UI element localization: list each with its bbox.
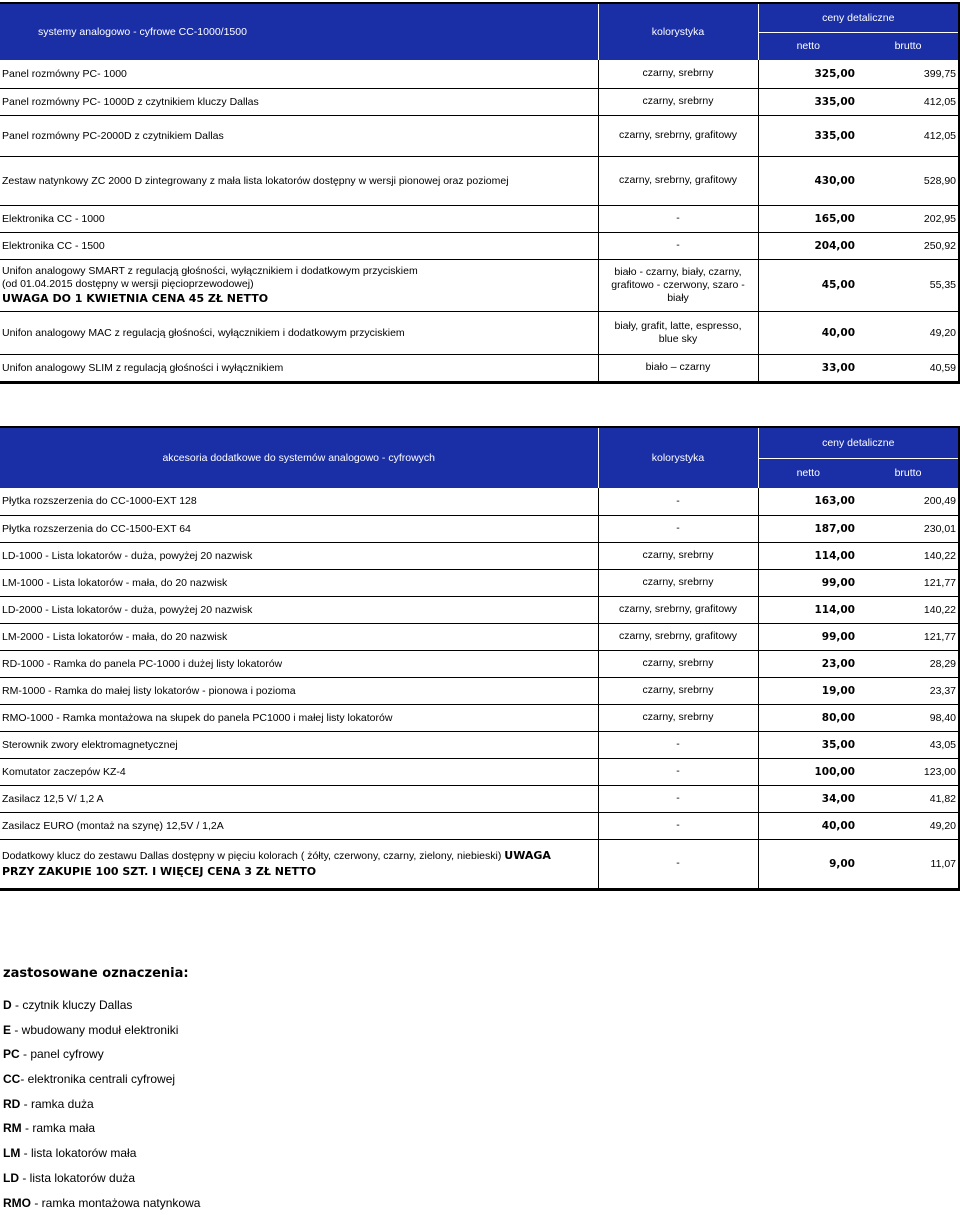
legend-title: zastosowane oznaczenia: (3, 966, 200, 981)
legend-item (3, 1067, 200, 1092)
price-netto: 100,00 (758, 758, 858, 785)
product-name: Unifon analogowy MAC z regulacją głośności, wyłącznikiem i dodatkowym przyciskiem (0, 311, 598, 354)
price-brutto: 202,95 (858, 205, 958, 232)
legend-text: - lista lokatorów duża (19, 1171, 135, 1185)
table-row (0, 785, 958, 812)
legend-code: LD (3, 1171, 19, 1185)
product-name: Panel rozmówny PC- 1000D z czytnikiem kluczy Dallas (0, 88, 598, 115)
legend-text: - ramka montażowa natynkowa (31, 1196, 200, 1210)
col-header-netto: netto (758, 458, 858, 488)
col-header-kolorystyka: kolorystyka (598, 428, 758, 488)
price-brutto: 140,22 (858, 596, 958, 623)
price-table-systems (0, 4, 958, 382)
price-brutto: 399,75 (858, 60, 958, 88)
price-netto: 45,00 (758, 259, 858, 311)
price-netto: 114,00 (758, 542, 858, 569)
product-name: LM-1000 - Lista lokatorów - mała, do 20 nazwisk (0, 569, 598, 596)
table-row (0, 731, 958, 758)
product-color: czarny, srebrny (598, 704, 758, 731)
table-row (0, 758, 958, 785)
product-name: Zestaw natynkowy ZC 2000 D zintegrowany z mała lista lokatorów dostępny w wersji pionowej oraz poziomej (0, 156, 598, 205)
product-name: Panel rozmówny PC- 1000 (0, 60, 598, 88)
table-row (0, 488, 958, 515)
table-row (0, 232, 958, 259)
product-color-line3: biały (601, 292, 756, 305)
legend-code: RMO (3, 1196, 31, 1210)
table-row (0, 812, 958, 839)
col-header-netto: netto (758, 32, 858, 60)
product-name: Płytka rozszerzenia do CC-1500-EXT 64 (0, 515, 598, 542)
col-header-brutto: brutto (858, 458, 958, 488)
product-name: Panel rozmówny PC-2000D z czytnikiem Dallas (0, 115, 598, 156)
legend-item (3, 1166, 200, 1191)
price-brutto: 55,35 (858, 259, 958, 311)
price-netto: 163,00 (758, 488, 858, 515)
product-name: Dodatkowy klucz do zestawu Dallas dostępny w pięciu kolorach ( żółty, czerwony, czarny, zielony, niebieski) (2, 850, 501, 862)
product-color-line2: blue sky (601, 333, 756, 346)
legend-text: - panel cyfrowy (20, 1047, 104, 1061)
product-name: RMO-1000 - Ramka montażowa na słupek do panela PC1000 i małej listy lokatorów (0, 704, 598, 731)
legend-item (3, 1191, 200, 1215)
product-color: czarny, srebrny (598, 569, 758, 596)
product-color: czarny, srebrny (598, 542, 758, 569)
product-name: LD-2000 - Lista lokatorów - duża, powyżej 20 nazwisk (0, 596, 598, 623)
table-row (0, 156, 958, 205)
price-netto: 335,00 (758, 88, 858, 115)
table-row (0, 354, 958, 381)
product-color: - (598, 758, 758, 785)
product-name: LM-2000 - Lista lokatorów - mała, do 20 nazwisk (0, 623, 598, 650)
price-brutto: 49,20 (858, 311, 958, 354)
product-name: Unifon analogowy SLIM z regulacją głośności i wyłącznikiem (0, 354, 598, 381)
legend-item (3, 1116, 200, 1141)
product-color: czarny, srebrny (598, 677, 758, 704)
table-row (0, 60, 958, 88)
product-color: biało – czarny (598, 354, 758, 381)
table-row (0, 569, 958, 596)
table-row (0, 677, 958, 704)
table-row (0, 115, 958, 156)
legend-code: PC (3, 1047, 20, 1061)
price-brutto: 121,77 (858, 623, 958, 650)
product-color: czarny, srebrny, grafitowy (598, 596, 758, 623)
price-netto: 34,00 (758, 785, 858, 812)
price-brutto: 40,59 (858, 354, 958, 381)
price-brutto: 412,05 (858, 115, 958, 156)
legend-item (3, 993, 200, 1018)
product-color: - (598, 205, 758, 232)
product-color: - (598, 839, 758, 888)
product-name: Sterownik zwory elektromagnetycznej (0, 731, 598, 758)
legend (3, 966, 200, 1215)
table-row (0, 88, 958, 115)
product-color: czarny, srebrny (598, 88, 758, 115)
legend-code: RD (3, 1097, 20, 1111)
product-name: Zasilacz EURO (montaż na szynę) 12,5V / 1,2A (0, 812, 598, 839)
product-color: czarny, srebrny, grafitowy (598, 115, 758, 156)
price-netto: 165,00 (758, 205, 858, 232)
legend-item (3, 1141, 200, 1166)
legend-code: CC (3, 1072, 20, 1086)
price-netto: 19,00 (758, 677, 858, 704)
price-notice-line2: PRZY ZAKUPIE 100 SZT. I WIĘCEJ CENA 3 ZŁ NETTO (2, 864, 596, 879)
product-name: Płytka rozszerzenia do CC-1000-EXT 128 (0, 488, 598, 515)
price-notice: UWAGA (504, 849, 551, 862)
price-netto: 35,00 (758, 731, 858, 758)
price-brutto: 28,29 (858, 650, 958, 677)
legend-text: - czytnik kluczy Dallas (12, 998, 133, 1012)
price-netto: 114,00 (758, 596, 858, 623)
product-name-extra: (od 01.04.2015 dostępny w wersji pięcioprzewodowej) (2, 278, 596, 292)
product-name: RD-1000 - Ramka do panela PC-1000 i dużej listy lokatorów (0, 650, 598, 677)
product-color: czarny, srebrny, grafitowy (598, 623, 758, 650)
price-netto: 204,00 (758, 232, 858, 259)
legend-item (3, 1018, 200, 1043)
table-row (0, 259, 958, 311)
legend-text: - elektronika centrali cyfrowej (20, 1072, 175, 1086)
table-row (0, 623, 958, 650)
col-header-brutto: brutto (858, 32, 958, 60)
table-row (0, 704, 958, 731)
table-row (0, 311, 958, 354)
table-header (0, 428, 958, 458)
legend-code: RM (3, 1121, 22, 1135)
legend-text: - ramka duża (20, 1097, 93, 1111)
table-row (0, 650, 958, 677)
product-color: - (598, 488, 758, 515)
legend-text: - ramka mała (22, 1121, 95, 1135)
product-name: Unifon analogowy SMART z regulacją głośności, wyłącznikiem i dodatkowym przyciskiem (2, 265, 596, 279)
table-row (0, 205, 958, 232)
product-name: Zasilacz 12,5 V/ 1,2 A (0, 785, 598, 812)
price-netto: 23,00 (758, 650, 858, 677)
price-netto: 325,00 (758, 60, 858, 88)
product-color: biały, grafit, latte, espresso, (601, 320, 756, 333)
product-name: Elektronika CC - 1500 (0, 232, 598, 259)
price-brutto: 412,05 (858, 88, 958, 115)
price-netto: 40,00 (758, 311, 858, 354)
price-brutto: 123,00 (858, 758, 958, 785)
product-color: - (598, 232, 758, 259)
price-brutto: 23,37 (858, 677, 958, 704)
product-color: - (598, 731, 758, 758)
price-brutto: 43,05 (858, 731, 958, 758)
product-color: - (598, 515, 758, 542)
product-name: LD-1000 - Lista lokatorów - duża, powyżej 20 nazwisk (0, 542, 598, 569)
col-header-ceny: ceny detaliczne (758, 4, 958, 32)
price-netto: 335,00 (758, 115, 858, 156)
price-netto: 430,00 (758, 156, 858, 205)
table-row (0, 542, 958, 569)
product-color: czarny, srebrny, grafitowy (598, 156, 758, 205)
col-header-ceny: ceny detaliczne (758, 428, 958, 458)
table-row (0, 515, 958, 542)
price-netto: 99,00 (758, 569, 858, 596)
price-brutto: 41,82 (858, 785, 958, 812)
product-name: Komutator zaczepów KZ-4 (0, 758, 598, 785)
legend-text: - wbudowany moduł elektroniki (11, 1023, 178, 1037)
price-brutto: 230,01 (858, 515, 958, 542)
legend-text: - lista lokatorów mała (20, 1146, 136, 1160)
product-color: - (598, 785, 758, 812)
product-color: - (598, 812, 758, 839)
price-netto: 187,00 (758, 515, 858, 542)
legend-item (3, 1042, 200, 1067)
table-row (0, 839, 958, 888)
price-netto: 33,00 (758, 354, 858, 381)
table-header (0, 4, 958, 32)
product-color: czarny, srebrny (598, 60, 758, 88)
product-color: biało - czarny, biały, czarny, (601, 266, 756, 279)
price-netto: 9,00 (758, 839, 858, 888)
price-brutto: 11,07 (858, 839, 958, 888)
legend-item (3, 1092, 200, 1117)
legend-code: E (3, 1023, 11, 1037)
product-color-line2: grafitowo - czerwony, szaro - (601, 279, 756, 292)
price-brutto: 140,22 (858, 542, 958, 569)
price-brutto: 121,77 (858, 569, 958, 596)
price-brutto: 98,40 (858, 704, 958, 731)
price-netto: 80,00 (758, 704, 858, 731)
price-netto: 40,00 (758, 812, 858, 839)
price-brutto: 200,49 (858, 488, 958, 515)
table-title: akcesoria dodatkowe do systemów analogowo - cyfrowych (0, 428, 598, 488)
price-notice: UWAGA DO 1 KWIETNIA CENA 45 ZŁ NETTO (2, 292, 596, 306)
product-color: czarny, srebrny (598, 650, 758, 677)
table-title: systemy analogowo - cyfrowe CC-1000/1500 (0, 4, 598, 60)
price-brutto: 49,20 (858, 812, 958, 839)
product-name: Elektronika CC - 1000 (0, 205, 598, 232)
price-netto: 99,00 (758, 623, 858, 650)
col-header-kolorystyka: kolorystyka (598, 4, 758, 60)
legend-code: LM (3, 1146, 20, 1160)
legend-code: D (3, 998, 12, 1012)
price-brutto: 528,90 (858, 156, 958, 205)
table-row (0, 596, 958, 623)
price-brutto: 250,92 (858, 232, 958, 259)
product-name: RM-1000 - Ramka do małej listy lokatorów - pionowa i pozioma (0, 677, 598, 704)
price-table-accessories (0, 428, 958, 889)
